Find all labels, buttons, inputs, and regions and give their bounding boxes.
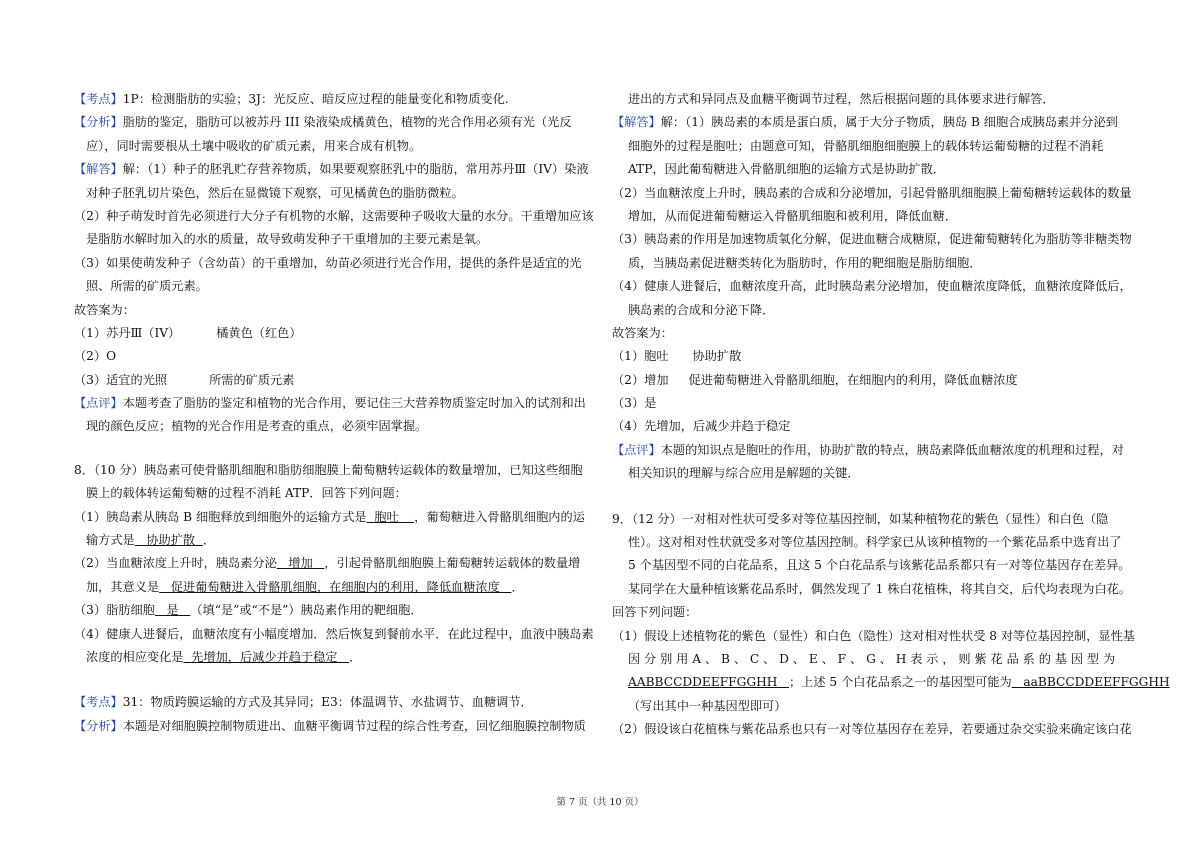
question-text: ． (511, 579, 524, 594)
answer-blank (135, 533, 203, 547)
q9-question-1-note: （写出其中一种基因型即可） (628, 698, 787, 713)
q8-question-1-cont (74, 529, 594, 552)
q8-para2-cont: 增加，从而促进葡萄糖运入骨骼肌细胞和被利用，降低血糖． (628, 208, 958, 223)
answer-text: 增加 (288, 556, 313, 571)
answer-blank (1012, 675, 1170, 689)
question-text: （3）脂肪细胞 (74, 603, 155, 618)
q8-para4-cont: 胰岛素的合成和分泌下降． (628, 302, 775, 317)
q9-question-1-answers (612, 671, 1170, 694)
q7-answer-1 (74, 322, 594, 345)
q8-stem: 8．（10 分）胰岛素可使骨骼肌细胞和脂肪细胞膜上葡萄糖转运载体的数量增加，已知这些细胞 (74, 462, 583, 477)
question-text: 输方式是 (86, 533, 135, 548)
answer-text: AABBCCDDEEFFGGHH (628, 675, 778, 690)
q8-kaodian (74, 691, 594, 714)
page-footer: 第 7 页（共 10 页） (556, 797, 644, 808)
question-text: 加，其意义是 (86, 579, 160, 594)
answer-blank (628, 675, 789, 689)
question-text: 浓度的相应变化是 (86, 649, 184, 664)
q8-answer-title: 故答案为： (612, 325, 673, 340)
q9-stem: 9．（12 分）一对相对性状可受多对等位基因控制，如某种植物花的紫色（显性）和白色（隐 (612, 511, 1109, 526)
kaodian-text: 1P：检测脂肪的实验；3J：光反应、暗反应过程的能量变化和物质变化. (122, 92, 509, 106)
q8-question-2-cont (74, 576, 594, 599)
fenxi-tag: 【分析】 (74, 115, 123, 130)
answer-part: （3）适宜的光照 (74, 372, 168, 387)
q9-stem-3: 5 个基因型不同的白花品系，且这 5 个白花品系与该紫花品系都只有一对等位基因存在差异。 (628, 558, 1131, 573)
fenxi-tag: 【分析】 (74, 718, 123, 733)
q9-stem-4: 某同学在大量种植该紫花品系时，偶然发现了 1 株白花植株，将其自交，后代均表现为白花。 (628, 581, 1132, 596)
answer-part: 所需的矿质元素 (209, 372, 295, 387)
answer-blank (277, 556, 325, 570)
q7-answer-2: （2）O (74, 349, 117, 364)
answer-part: 协助扩散 (692, 349, 742, 364)
q8-answer-3: （3）是 (612, 396, 657, 411)
q8-jieda-cont: 细胞外的过程是胞吐；由题意可知，骨骼肌细胞细胞膜上的载体转运葡萄糖的过程不消耗 (628, 138, 1104, 153)
q7-dianping (74, 392, 594, 415)
q8-fenxi-cont: 进出的方式和异同点及血糖平衡调节过程，然后根据问题的具体要求进行解答． (628, 92, 1055, 106)
q8-para2: （2）当血糖浓度上升时，胰岛素的合成和分泌增加，引起骨骼肌细胞膜上葡萄糖转运载体的数量 (612, 185, 1132, 200)
q7-para3: （3）如果使萌发种子（含幼苗）的干重增加，幼苗必须进行光合作用，提供的条件是适宜的光 (74, 255, 582, 270)
jieda-text: 解：（1）胰岛素的本质是蛋白质，属于大分子物质，胰岛 B 细胞合成胰岛素并分泌到 (660, 115, 1118, 130)
q9-question-1-cont: 因 分 别 用 A 、 B 、 C 、 D 、 E 、 F 、 G 、 H 表 示 ， 则 紫 花 品 系 的 基 因 型 为 (628, 651, 1116, 666)
question-text: ． (349, 649, 362, 664)
q9-stem-2: 性）。这对相对性状就受多对等位基因控制。科学家已从该种植物的一个紫花品系中选育出了 (628, 535, 1122, 550)
dianping-tag: 【点评】 (74, 396, 123, 411)
q7-fenxi (74, 111, 594, 134)
jieda-tag: 【解答】 (612, 115, 661, 130)
question-text: ，引起骨骼肌细胞膜上葡萄糖转运载体的数量增 (324, 556, 581, 571)
jieda-text: 解：（1）种子的胚乳贮存营养物质，如果要观察胚乳中的脂肪，常用苏丹Ⅲ（IV）染液 (122, 162, 589, 177)
answer-text: 是 (166, 603, 179, 618)
answer-part: （2）增加 (612, 372, 669, 387)
q8-dianping-cont: 相关知识的理解与综合应用是解题的关键． (628, 466, 860, 481)
answer-blank (367, 510, 415, 524)
q7-jieda (74, 158, 594, 181)
question-text: （2）当血糖浓度上升时，胰岛素分泌 (74, 556, 277, 571)
question-text: ． (202, 533, 216, 548)
dianping-text: 本题的知识点是胞吐的作用，协助扩散的特点，胰岛素降低血糖浓度的机理和过程，对 (660, 442, 1124, 457)
q8-question-2 (74, 552, 594, 575)
answer-text: 先增加，后减少并趋于稳定 (191, 649, 338, 664)
answer-text: aaBBCCDDEEFFGGHH (1023, 675, 1170, 690)
answer-blank (184, 650, 350, 664)
answer-blank (159, 580, 511, 594)
q7-para3-cont: 照、所需的矿质元素。 (86, 279, 208, 294)
dianping-tag: 【点评】 (612, 442, 661, 457)
q7-para2: （2）种子萌发时首先必须进行大分子有机物的水解，这需要种子吸收大量的水分。干重增加应该 (74, 208, 594, 223)
q8-dianping (612, 439, 1132, 462)
q8-para3: （3）胰岛素的作用是加速物质氧化分解，促进血糖合成糖原，促进葡萄糖转化为脂肪等非糖类物 (612, 232, 1132, 247)
q8-question-3 (74, 599, 594, 622)
kaodian-text: 31：物质跨膜运输的方式及其异同；E3：体温调节、水盐调节、血糖调节． (122, 695, 533, 710)
q8-answer-2 (612, 369, 1132, 392)
question-text: ；上述 5 个白花品系之一的基因型可能为 (789, 675, 1012, 690)
q9-question-2: （2）假设该白花植株与紫花品系也只有一对等位基因存在差异，若要通过杂交实验来确定该白花 (612, 722, 1132, 737)
left-column (74, 88, 594, 738)
answer-text: 促进葡萄糖进入骨骼肌细胞，在细胞内的利用，降低血糖浓度 (170, 579, 500, 594)
kaodian-tag: 【考点】 (74, 92, 123, 106)
answer-blank (155, 603, 190, 617)
q7-kaodian (74, 88, 594, 111)
q8-para4: （4）健康人进餐后，血糖浓度升高，此时胰岛素分泌增加，使血糖浓度降低，血糖浓度降低后， (612, 279, 1132, 294)
q8-stem-cont: 膜上的载体转运葡萄糖的过程不消耗 ATP．回答下列问题： (86, 486, 407, 501)
answer-part: （1）胞吐 (612, 349, 669, 364)
q8-question-4: （4）健康人进餐后，血糖浓度有小幅度增加．然后恢复到餐前水平．在此过程中，血液中胰岛素 (74, 626, 594, 641)
q9-stem-5: 回答下列问题： (612, 605, 698, 620)
q7-answer-title: 故答案为： (74, 302, 135, 317)
q8-jieda (612, 111, 1132, 134)
q8-question-4-cont (74, 646, 594, 669)
q8-fenxi (74, 715, 594, 738)
kaodian-tag: 【考点】 (74, 695, 123, 710)
answer-part: 橘黄色（红色） (216, 325, 302, 340)
q8-answer-4: （4）先增加，后减少并趋于稳定 (612, 419, 791, 434)
jieda-tag: 【解答】 (74, 162, 123, 177)
q8-question-1 (74, 506, 594, 529)
answer-text: 协助扩散 (146, 533, 196, 548)
q8-jieda-cont2: ATP，因此葡萄糖进入骨骼肌细胞的运输方式是协助扩散． (628, 162, 945, 177)
question-text: ，葡萄糖进入骨骼肌细胞内的运 (414, 509, 585, 524)
question-text: （填“是”或“不是”）胰岛素作用的靶细胞． (190, 603, 423, 618)
q9-question-1: （1）假设上述植物花的紫色（显性）和白色（隐性）这对相对性状受 8 对等位基因控制，显性基 (612, 628, 1135, 643)
answer-part: （1）苏丹Ⅲ（IV） (74, 325, 181, 340)
q8-answer-1 (612, 345, 1132, 368)
q7-fenxi-cont: 应），同时需要根从土壤中吸收的矿质元素，用来合成有机物。 (86, 138, 422, 153)
q8-para3-cont: 质，当胰岛素促进糖类转化为脂肪时，作用的靶细胞是脂肪细胞． (628, 255, 982, 270)
answer-text: 胞吐 (374, 509, 399, 524)
answer-part: 促进葡萄糖进入骨骼肌细胞，在细胞内的利用，降低血糖浓度 (688, 372, 1018, 387)
q7-para2-cont: 是脂肪水解时加入的水的质量，故导致萌发种子干重增加的主要元素是氧。 (86, 232, 489, 247)
q7-dianping-cont: 现的颜色反应；植物的光合作用是考查的重点，必须牢固掌握。 (86, 419, 428, 434)
question-text: （1）胰岛素从胰岛 B 细胞释放到细胞外的运输方式是 (74, 509, 367, 524)
q7-answer-3 (74, 369, 594, 392)
fenxi-text: 本题是对细胞膜控制物质进出、血糖平衡调节过程的综合性考查，回忆细胞膜控制物质 (122, 718, 586, 733)
q7-jieda-cont: 对种子胚乳切片染色，然后在显微镜下观察，可见橘黄色的脂肪微粒。 (86, 185, 464, 200)
right-column (612, 88, 1170, 742)
fenxi-text: 脂肪的鉴定，脂肪可以被苏丹 III 染液染成橘黄色，植物的光合作用必须有光（光反 (122, 115, 572, 130)
dianping-text: 本题考查了脂肪的鉴定和植物的光合作用，要记住三大营养物质鉴定时加入的试剂和出 (122, 396, 586, 411)
